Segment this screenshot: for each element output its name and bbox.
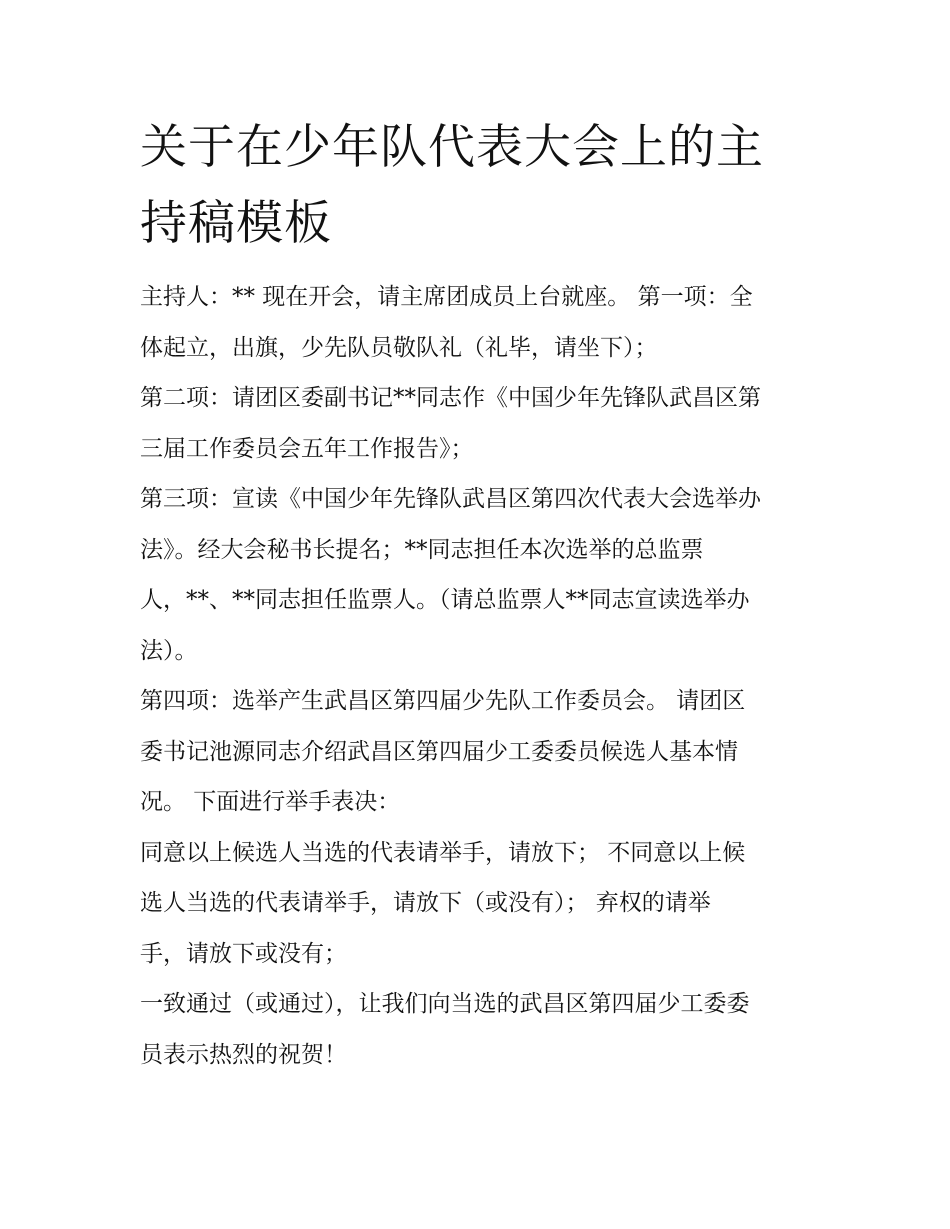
title-line-1: 关于在少年队代表大会上的主 (140, 120, 764, 175)
body-line: 法）。 (140, 637, 198, 664)
body-line: 体起立，出旗，少先队员敬队礼（礼毕，请坐下）； (140, 334, 658, 361)
body-line: 主持人：** 现在开会，请主席团成员上台就座。 第一项：全 (140, 284, 753, 310)
body-line: 况。 下面进行举手表决： (140, 789, 401, 815)
body-line: 人，**、**同志担任监票人。（请总监票人**同志宣读选举办 (140, 587, 750, 613)
body-line: 选人当选的代表请举手，请放下（或没有）； 弃权的请举 (140, 890, 711, 916)
body-line: 员表示热烈的祝贺！ (140, 1041, 347, 1068)
document-page (140, 110, 820, 1080)
body-line: 第三项：宣读《中国少年先锋队武昌区第四次代表大会选举办 (140, 486, 761, 512)
body-line: 手，请放下或没有； (140, 940, 347, 967)
body-line: 一致通过（或通过），让我们向当选的武昌区第四届少工委委 (140, 991, 750, 1017)
body-line: 委书记池源同志介绍武昌区第四届少工委委员候选人基本情 (140, 738, 738, 765)
title-line-2: 持稿模板 (140, 196, 332, 251)
body-line: 第四项：选举产生武昌区第四届少先队工作委员会。 请团区 (140, 688, 746, 714)
document-title (140, 110, 820, 262)
document-body (140, 272, 820, 1080)
body-line: 法》。经大会秘书长提名；**同志担任本次选举的总监票 (140, 536, 704, 563)
body-line: 第二项：请团区委副书记**同志作《中国少年先锋队武昌区第 (140, 385, 761, 411)
body-line: 三届工作委员会五年工作报告》； (140, 435, 474, 462)
body-line: 同意以上候选人当选的代表请举手，请放下； 不同意以上候 (140, 839, 746, 866)
